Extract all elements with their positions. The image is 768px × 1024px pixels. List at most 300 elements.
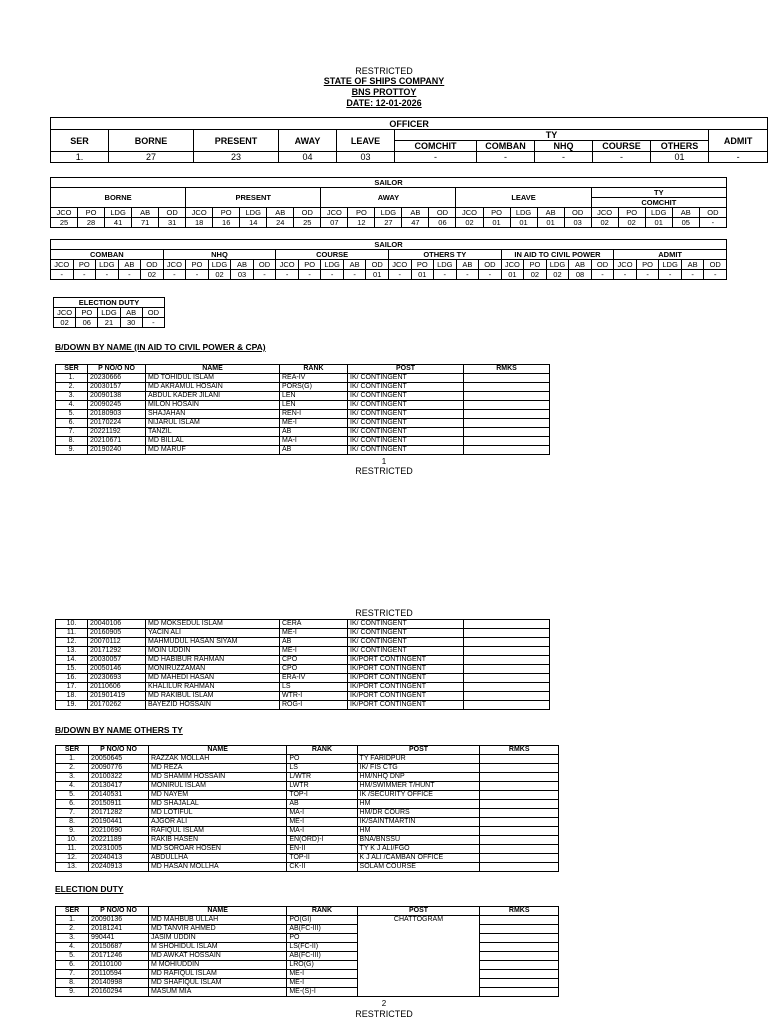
civil-list-cont-table: [55, 619, 550, 710]
table-cell: K J ALI /CAMBAN OFFICE: [357, 854, 480, 863]
officer-cell: -: [395, 152, 477, 163]
sailor-value: -: [343, 270, 366, 280]
officer-cell: 1.: [51, 152, 109, 163]
restricted-top-2: RESTRICTED: [355, 608, 413, 618]
rank-header: JCO: [163, 260, 186, 270]
sailor-value: 01: [645, 218, 672, 228]
table-cell: IK/PORT CONTINGENT: [348, 692, 464, 701]
table-row: [56, 620, 550, 629]
table-row: [56, 827, 559, 836]
table-cell: IK/SAINTMARTIN: [357, 818, 480, 827]
rank-header: AB: [120, 308, 142, 318]
table-cell: 16.: [56, 674, 88, 683]
table-cell: MOIN UDDIN: [146, 647, 280, 656]
sailor-value: 24: [267, 218, 294, 228]
rank-header: AB: [118, 260, 141, 270]
company-title: STATE OF SHIPS COMPANY: [323, 76, 445, 86]
civil-heading: B/DOWN BY NAME (IN AID TO CIVIL POWER & CPA): [55, 342, 266, 352]
table-cell: [480, 854, 559, 863]
table-row: [56, 374, 550, 383]
table-cell: IK/ CONTINGENT: [348, 638, 464, 647]
table-cell: [464, 428, 550, 437]
table-cell: [464, 401, 550, 410]
rank-header: PO: [411, 260, 434, 270]
table-cell: [480, 827, 559, 836]
table-row: [56, 916, 559, 925]
table-cell: PO(GI): [287, 916, 357, 925]
table-cell: 6.: [56, 419, 88, 428]
table-cell: 17.: [56, 683, 88, 692]
sailor-value: 01: [411, 270, 434, 280]
list-header: SER: [56, 907, 89, 916]
table-cell: 20030157: [88, 383, 146, 392]
sailor-value: 02: [141, 270, 164, 280]
list-header: RANK: [280, 365, 348, 374]
table-cell: [480, 925, 559, 934]
restricted-top-1: RESTRICTED: [355, 66, 413, 76]
table-cell: LS: [287, 764, 357, 773]
list-header: RMKS: [480, 907, 559, 916]
table-cell: IK/ CONTINGENT: [348, 446, 464, 455]
table-cell: [480, 836, 559, 845]
table-cell: IK/ CONTINGENT: [348, 647, 464, 656]
officer-cell: 03: [337, 152, 395, 163]
sailor-value: 41: [105, 218, 132, 228]
rank-header: OD: [699, 208, 726, 218]
election-summary-table: [53, 297, 165, 328]
officer-cell: 01: [651, 152, 709, 163]
table-cell: IK/ CONTINGENT: [348, 383, 464, 392]
rank-header: OD: [564, 208, 591, 218]
table-cell: LRO(G): [287, 961, 357, 970]
table-cell: [480, 818, 559, 827]
sailor-value: -: [186, 270, 209, 280]
table-cell: LEN: [280, 392, 348, 401]
table-row: [56, 428, 550, 437]
table-cell: 9.: [56, 827, 89, 836]
table-cell: IK/PORT CONTINGENT: [348, 656, 464, 665]
rank-header: OD: [159, 208, 186, 218]
table-cell: LWTR: [287, 782, 357, 791]
sailor-value: 16: [213, 218, 240, 228]
col-away: AWAY: [279, 130, 337, 152]
table-cell: PORS(G): [280, 383, 348, 392]
rank-header: AB: [569, 260, 592, 270]
table-cell: IK/ CONTINGENT: [348, 410, 464, 419]
table-cell: [480, 934, 559, 943]
rank-header: JCO: [456, 208, 483, 218]
table-cell: 5.: [56, 952, 89, 961]
table-cell: MD TOHIDUL ISLAM: [146, 374, 280, 383]
table-cell: 20130417: [89, 782, 149, 791]
table-cell: 20090136: [89, 916, 149, 925]
table-row: [56, 383, 550, 392]
table-cell: MA-I: [287, 809, 357, 818]
officer-cell: -: [593, 152, 651, 163]
table-cell: 3.: [56, 392, 88, 401]
table-row: [56, 988, 559, 997]
table-cell: 7.: [56, 809, 89, 818]
table-cell: LS: [280, 683, 348, 692]
table-cell: IK/ CONTINGENT: [348, 401, 464, 410]
table-cell: [480, 961, 559, 970]
restricted-bottom-2: RESTRICTED: [355, 1009, 413, 1019]
table-row: [56, 791, 559, 800]
list-header: P NO/O NO: [89, 907, 149, 916]
table-cell: [480, 943, 559, 952]
rank-header: PO: [213, 208, 240, 218]
sailor-value: -: [96, 270, 119, 280]
sailor-value: -: [276, 270, 299, 280]
table-cell: 2.: [56, 383, 88, 392]
list-header: POST: [357, 746, 480, 755]
table-cell: MD HASAN MOLLHA: [148, 863, 286, 872]
table-cell: [464, 629, 550, 638]
table-cell: BNA/BNSSU: [357, 836, 480, 845]
table-cell: TOP-II: [287, 854, 357, 863]
table-row: [56, 656, 550, 665]
table-cell: 12.: [56, 854, 89, 863]
table-cell: 20090138: [88, 392, 146, 401]
others-heading: B/DOWN BY NAME OTHERS TY: [55, 725, 183, 735]
table-cell: MD RAKIBUL ISLAM: [146, 692, 280, 701]
rank-header: OD: [591, 260, 614, 270]
report-date: DATE: 12-01-2026: [346, 98, 422, 108]
table-cell: AB: [280, 446, 348, 455]
table-cell: 2.: [56, 764, 89, 773]
rank-header: JCO: [276, 260, 299, 270]
table-row: [56, 800, 559, 809]
table-cell: 9.: [56, 988, 89, 997]
table-cell: 7.: [56, 428, 88, 437]
table-cell: 20221189: [89, 836, 149, 845]
table-cell: 20110606: [88, 683, 146, 692]
rank-header: LDG: [546, 260, 569, 270]
sailor-value: 25: [51, 218, 78, 228]
sailor-group-header: NHQ: [163, 250, 276, 260]
table-row: [56, 952, 559, 961]
table-cell: IK/ CONTINGENT: [348, 392, 464, 401]
rank-header: OD: [142, 308, 164, 318]
table-row: [56, 410, 550, 419]
table-cell: JASIM UDDIN: [148, 934, 286, 943]
table-cell: 20040106: [88, 620, 146, 629]
table-cell: [464, 647, 550, 656]
ty-others: OTHERS: [651, 141, 709, 152]
rank-header: PO: [78, 208, 105, 218]
rank-header: PO: [524, 260, 547, 270]
table-cell: 20050645: [89, 755, 149, 764]
rank-header: LDG: [96, 260, 119, 270]
table-cell: 1.: [56, 755, 89, 764]
rank-header: JCO: [51, 208, 78, 218]
table-row: [56, 943, 559, 952]
table-row: [56, 961, 559, 970]
table-cell: HM/SWIMMER T/HUNT: [357, 782, 480, 791]
table-cell: [480, 782, 559, 791]
table-cell: 1.: [56, 374, 88, 383]
sailor-group-header: COMBAN: [51, 250, 164, 260]
sailor-value: 01: [483, 218, 510, 228]
table-row: [56, 925, 559, 934]
sailor-group-header: TY: [591, 188, 726, 198]
table-row: [56, 419, 550, 428]
table-cell: [464, 410, 550, 419]
election-heading: ELECTION DUTY: [55, 884, 124, 894]
table-cell: IK/ CONTINGENT: [348, 374, 464, 383]
table-cell: MD SHAMIM HOSSAIN: [148, 773, 286, 782]
sailor-title: SAILOR: [51, 178, 727, 188]
table-row: [56, 638, 550, 647]
officer-title: OFFICER: [51, 118, 768, 130]
list-header: NAME: [146, 365, 280, 374]
table-cell: IK/PORT CONTINGENT: [348, 701, 464, 710]
rank-header: PO: [636, 260, 659, 270]
officer-cell: -: [709, 152, 768, 163]
table-cell: KHALILUR RAHMAN: [146, 683, 280, 692]
table-row: [56, 773, 559, 782]
table-cell: 20140531: [89, 791, 149, 800]
table-cell: IK/ CONTINGENT: [348, 437, 464, 446]
table-cell: RAFIQUL ISLAM: [148, 827, 286, 836]
table-cell: IK/PORT CONTINGENT: [348, 665, 464, 674]
table-cell: YACIN ALI: [146, 629, 280, 638]
table-cell: AB: [280, 428, 348, 437]
sailor-title: SAILOR: [51, 240, 727, 250]
sailor-value: -: [388, 270, 411, 280]
table-cell: [480, 800, 559, 809]
list-header: SER: [56, 365, 88, 374]
table-row: [56, 446, 550, 455]
sailor-value: 03: [564, 218, 591, 228]
sailor-value: 47: [402, 218, 429, 228]
list-header: RANK: [287, 746, 357, 755]
table-cell: [464, 638, 550, 647]
table-cell: 8.: [56, 818, 89, 827]
sailor-value: 05: [672, 218, 699, 228]
officer-cell: 04: [279, 152, 337, 163]
list-header: P NO/O NO: [89, 746, 149, 755]
table-cell: 20140998: [89, 979, 149, 988]
rank-header: AB: [343, 260, 366, 270]
table-row: [56, 845, 559, 854]
table-cell: 20240413: [89, 854, 149, 863]
table-cell: 20210690: [89, 827, 149, 836]
sailor-value: 01: [366, 270, 389, 280]
officer-row: [51, 152, 768, 163]
table-cell: 8.: [56, 979, 89, 988]
table-cell: 3.: [56, 934, 89, 943]
rank-header: JCO: [388, 260, 411, 270]
sailor-value: -: [479, 270, 502, 280]
sailor-group-header: BORNE: [51, 188, 186, 208]
table-cell: 9.: [56, 446, 88, 455]
table-cell: AB(FC-III): [287, 925, 357, 934]
table-cell: 4.: [56, 401, 88, 410]
election-summary-title: ELECTION DUTY: [54, 298, 165, 308]
table-cell: TOP-I: [287, 791, 357, 800]
others-list-table: [55, 745, 559, 872]
table-cell: MAHMUDUL HASAN SIYAM: [146, 638, 280, 647]
sailor-value: -: [636, 270, 659, 280]
col-admit: ADMIT: [709, 130, 768, 152]
election-list-table: [55, 906, 559, 997]
table-cell: MD SHAJALAL: [148, 800, 286, 809]
rank-header: OD: [479, 260, 502, 270]
rank-header: AB: [537, 208, 564, 218]
list-header: NAME: [148, 907, 286, 916]
sailor-value: 27: [375, 218, 402, 228]
rank-header: JCO: [51, 260, 74, 270]
table-row: [56, 701, 550, 710]
table-cell: M MOHIUDDIN: [148, 961, 286, 970]
rank-header: LDG: [208, 260, 231, 270]
rank-header: OD: [294, 208, 321, 218]
rank-header: OD: [429, 208, 456, 218]
table-cell: MD MAHBUB ULLAH: [148, 916, 286, 925]
table-cell: ME-I: [287, 979, 357, 988]
table-cell: 20171292: [88, 647, 146, 656]
table-cell: [464, 665, 550, 674]
table-cell: 4.: [56, 782, 89, 791]
table-cell: RAKIB HASEN: [148, 836, 286, 845]
table-cell: 20240913: [89, 863, 149, 872]
table-cell: ME-I: [287, 970, 357, 979]
list-header: POST: [348, 365, 464, 374]
rank-header: PO: [483, 208, 510, 218]
table-cell: [464, 701, 550, 710]
table-row: [56, 764, 559, 773]
table-cell: 11.: [56, 845, 89, 854]
table-cell: 18.: [56, 692, 88, 701]
list-header: NAME: [148, 746, 286, 755]
table-cell: LEN: [280, 401, 348, 410]
table-cell: 201901419: [88, 692, 146, 701]
table-cell: [464, 620, 550, 629]
table-cell: M SHOHIDUL ISLAM: [148, 943, 286, 952]
ty-nhq: NHQ: [535, 141, 593, 152]
ty-comban: COMBAN: [477, 141, 535, 152]
officer-table: [50, 117, 768, 163]
table-cell: 20030057: [88, 656, 146, 665]
table-cell: HM: [357, 800, 480, 809]
rank-header: LDG: [98, 308, 120, 318]
table-cell: 20110594: [89, 970, 149, 979]
sailor-value: 12: [348, 218, 375, 228]
table-cell: ROG-I: [280, 701, 348, 710]
table-cell: IK/ CONTINGENT: [348, 419, 464, 428]
table-cell: HM/DR COURS: [357, 809, 480, 818]
table-cell: AB: [280, 638, 348, 647]
sailor-value: -: [699, 218, 726, 228]
rank-header: JCO: [614, 260, 637, 270]
table-cell: SOLAM COURSE: [357, 863, 480, 872]
rank-header: LDG: [645, 208, 672, 218]
table-cell: MD AKRAMUL HOSAIN: [146, 383, 280, 392]
table-cell: MASUM MIA: [148, 988, 286, 997]
table-cell: 20190240: [88, 446, 146, 455]
sailor-value: 02: [208, 270, 231, 280]
table-cell: 7.: [56, 970, 89, 979]
sailor-value: 14: [240, 218, 267, 228]
table-cell: TY K J ALI/FGO: [357, 845, 480, 854]
table-row: [56, 836, 559, 845]
sailor-value: -: [253, 270, 276, 280]
table-row: [56, 692, 550, 701]
sailor-group-header: ADMIT: [614, 250, 727, 260]
table-cell: MD LOTIFUL: [148, 809, 286, 818]
table-cell: 10.: [56, 836, 89, 845]
table-cell: ME-(S)-I: [287, 988, 357, 997]
table-cell: 20150687: [89, 943, 149, 952]
table-cell: 20230666: [88, 374, 146, 383]
sailor-value: -: [73, 270, 96, 280]
table-cell: 20110100: [89, 961, 149, 970]
sailor-value: -: [118, 270, 141, 280]
officer-cell: 27: [109, 152, 194, 163]
table-cell: 20090776: [89, 764, 149, 773]
sailor-value: -: [456, 270, 479, 280]
sailor-value: 31: [159, 218, 186, 228]
sailor-value: 01: [501, 270, 524, 280]
table-cell: 20230693: [88, 674, 146, 683]
table-cell: ME-I: [287, 818, 357, 827]
table-cell: AB: [287, 800, 357, 809]
table-cell: TY FARIDPUR: [357, 755, 480, 764]
sailor-value: 18: [186, 218, 213, 228]
rank-header: LDG: [240, 208, 267, 218]
sailor-value: 02: [618, 218, 645, 228]
table-cell: 20171246: [89, 952, 149, 961]
table-cell: ME-I: [280, 419, 348, 428]
table-cell: 15.: [56, 665, 88, 674]
table-cell: [480, 979, 559, 988]
table-cell: 20050146: [88, 665, 146, 674]
rank-header: JCO: [501, 260, 524, 270]
sailor-value: 03: [231, 270, 254, 280]
table-cell: 5.: [56, 410, 88, 419]
table-row: [56, 437, 550, 446]
rank-header: AB: [681, 260, 704, 270]
sailor-value: -: [614, 270, 637, 280]
table-cell: MA-I: [280, 437, 348, 446]
election-value: 30: [120, 318, 142, 328]
table-cell: 10.: [56, 620, 88, 629]
table-cell: [480, 773, 559, 782]
table-cell: MD HABIBUR RAHMAN: [146, 656, 280, 665]
table-cell: 6.: [56, 961, 89, 970]
col-ty: TY: [395, 130, 709, 141]
table-row: [56, 674, 550, 683]
table-cell: 1.: [56, 916, 89, 925]
table-cell: [464, 446, 550, 455]
table-cell: [480, 988, 559, 997]
table-row: [56, 392, 550, 401]
table-cell: [464, 683, 550, 692]
table-cell: EN-II: [287, 845, 357, 854]
table-cell: 20210671: [88, 437, 146, 446]
election-post: CHATTOGRAM: [357, 916, 480, 997]
table-cell: MD BILLAL: [146, 437, 280, 446]
table-cell: 13.: [56, 863, 89, 872]
table-cell: HM/NHQ DNP: [357, 773, 480, 782]
sailor-group-header: AWAY: [321, 188, 456, 208]
table-cell: MD MOKSEDUL ISLAM: [146, 620, 280, 629]
table-row: [56, 647, 550, 656]
table-cell: REN-I: [280, 410, 348, 419]
table-row: [56, 629, 550, 638]
rank-header: PO: [76, 308, 98, 318]
